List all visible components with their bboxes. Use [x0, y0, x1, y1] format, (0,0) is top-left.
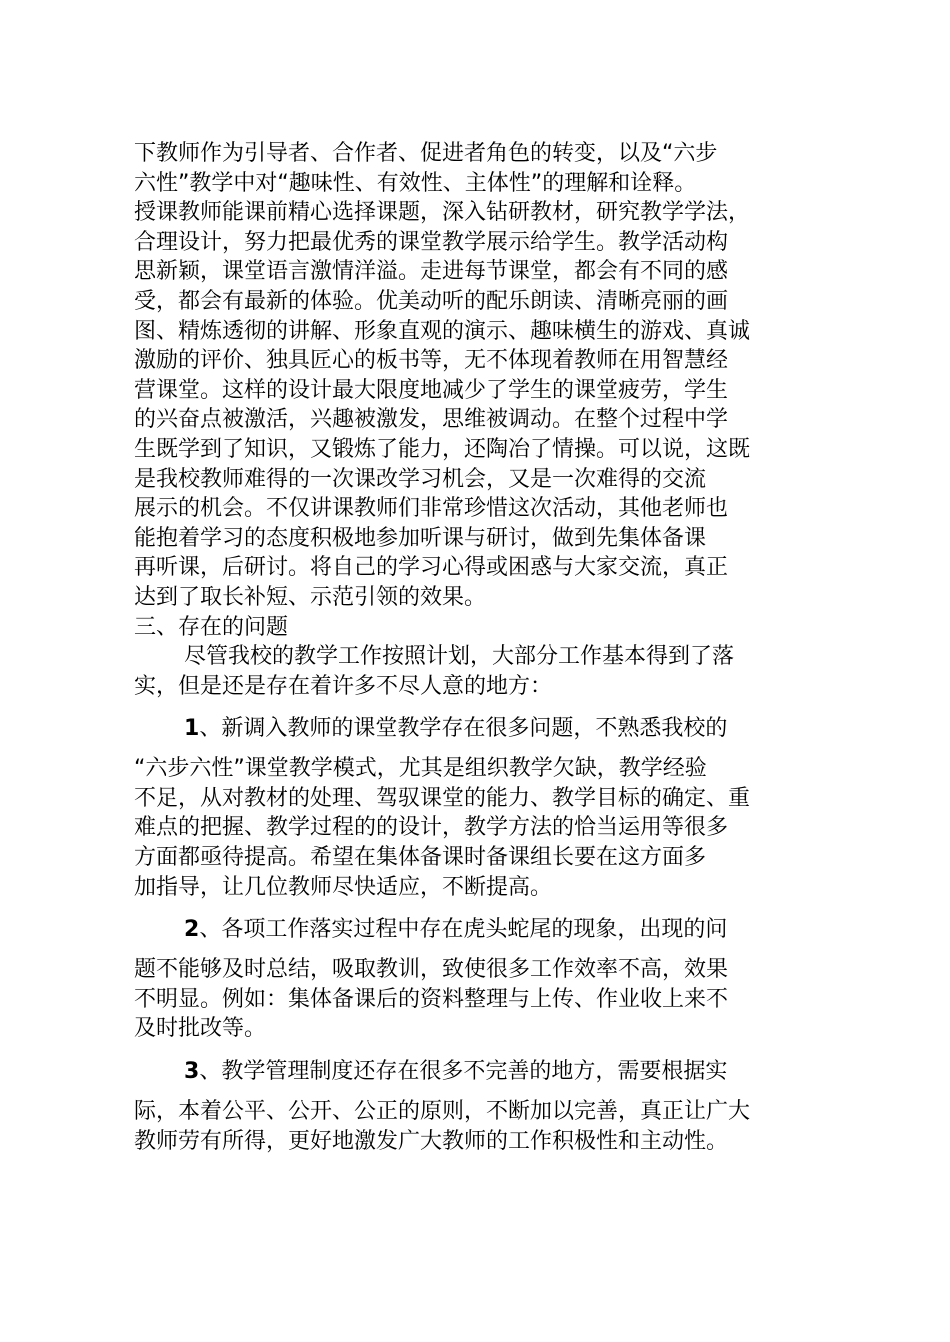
problem-item-1 [134, 708, 834, 902]
text-line: 实，但是还是存在着许多不尽人意的地方： [134, 673, 553, 699]
paragraph-1 [134, 139, 834, 613]
text-line: 教师劳有所得，更好地激发广大教师的工作积极性和主动性。 [134, 1128, 729, 1154]
item-first-line [134, 708, 834, 749]
item-first-line [134, 909, 834, 950]
item-first-line-text: 、教学管理制度还存在很多不完善的地方，需要根据实 [199, 1059, 728, 1085]
text-line: 授课教师能课前精心选择课题，深入钻研教材，研究教学学法， [134, 200, 751, 226]
item-first-line [134, 1051, 834, 1092]
text-line: 思新颖，课堂语言激情洋溢。走进每节课堂，都会有不同的感 [134, 259, 729, 285]
problem-item-2 [134, 909, 834, 1044]
text-line: 是我校教师难得的一次课改学习机会，又是一次难得的交流 [134, 466, 707, 492]
item-first-line-text: 、新调入教师的课堂教学存在很多问题，不熟悉我校的 [199, 716, 728, 742]
text-line: 下教师作为引导者、合作者、促进者角色的转变，以及“六步 [134, 141, 718, 166]
item-number: 2 [184, 917, 200, 943]
text-line: 图、精炼透彻的讲解、形象直观的演示、趣味横生的游戏、真诚 [134, 318, 751, 344]
text-line: 展示的机会。不仅讲课教师们非常珍惜这次活动，其他老师也 [134, 496, 729, 522]
text-line: 生既学到了知识，又锻炼了能力，还陶冶了情操。可以说，这既 [134, 436, 751, 462]
text-line: 不足，从对教材的处理、驾驭课堂的能力、教学目标的确定、重 [134, 785, 751, 811]
text-line: 际，本着公平、公开、公正的原则，不断加以完善，真正让广大 [134, 1099, 751, 1125]
text-line: 方面都亟待提高。希望在集体备课时备课组长要在这方面多 [134, 845, 707, 871]
item-number: 1 [184, 716, 200, 742]
text-line: 的兴奋点被激活，兴趣被激发，思维被调动。在整个过程中学 [134, 407, 729, 433]
item-number: 3 [184, 1059, 200, 1085]
text-line: 达到了取长补短、示范引领的效果。 [134, 584, 487, 610]
problem-item-3 [134, 1051, 834, 1156]
text-line: “六步六性”课堂教学模式，尤其是组织教学欠缺，教学经验 [134, 756, 707, 782]
text-line: 尽管我校的教学工作按照计划，大部分工作基本得到了落 [184, 644, 735, 670]
text-line: 合理设计，努力把最优秀的课堂教学展示给学生。教学活动构 [134, 229, 729, 255]
text-line: 受，都会有最新的体验。优美动听的配乐朗读、清晰亮丽的画 [134, 288, 729, 314]
text-line: 营课堂。这样的设计最大限度地减少了学生的课堂疲劳，学生 [134, 377, 729, 403]
item-first-line-text: 、各项工作落实过程中存在虎头蛇尾的现象，出现的问 [199, 917, 728, 943]
text-line: 加指导，让几位教师尽快适应，不断提高。 [134, 874, 553, 900]
text-line: 激励的评价、独具匠心的板书等，无不体现着教师在用智慧经 [134, 348, 729, 374]
text-line: 题不能够及时总结，吸取教训，致使很多工作效率不高，效果 [134, 957, 729, 983]
document-body [134, 139, 834, 1156]
text-line: 难点的把握、教学过程的的设计，教学方法的恰当运用等很多 [134, 815, 729, 841]
text-line: 及时批改等。 [134, 1016, 267, 1042]
text-line: 能抱着学习的态度积极地参加听课与研讨，做到先集体备课 [134, 525, 707, 551]
text-line: 不明显。例如：集体备课后的资料整理与上传、作业收上来不 [134, 986, 729, 1012]
text-line: 再听课，后研讨。将自己的学习心得或困惑与大家交流，真正 [134, 555, 729, 581]
intro-paragraph [134, 642, 834, 701]
text-line: 六性”教学中对“趣味性、有效性、主体性”的理解和诠释。 [134, 170, 697, 196]
section-heading: 三、存在的问题 [134, 614, 289, 640]
